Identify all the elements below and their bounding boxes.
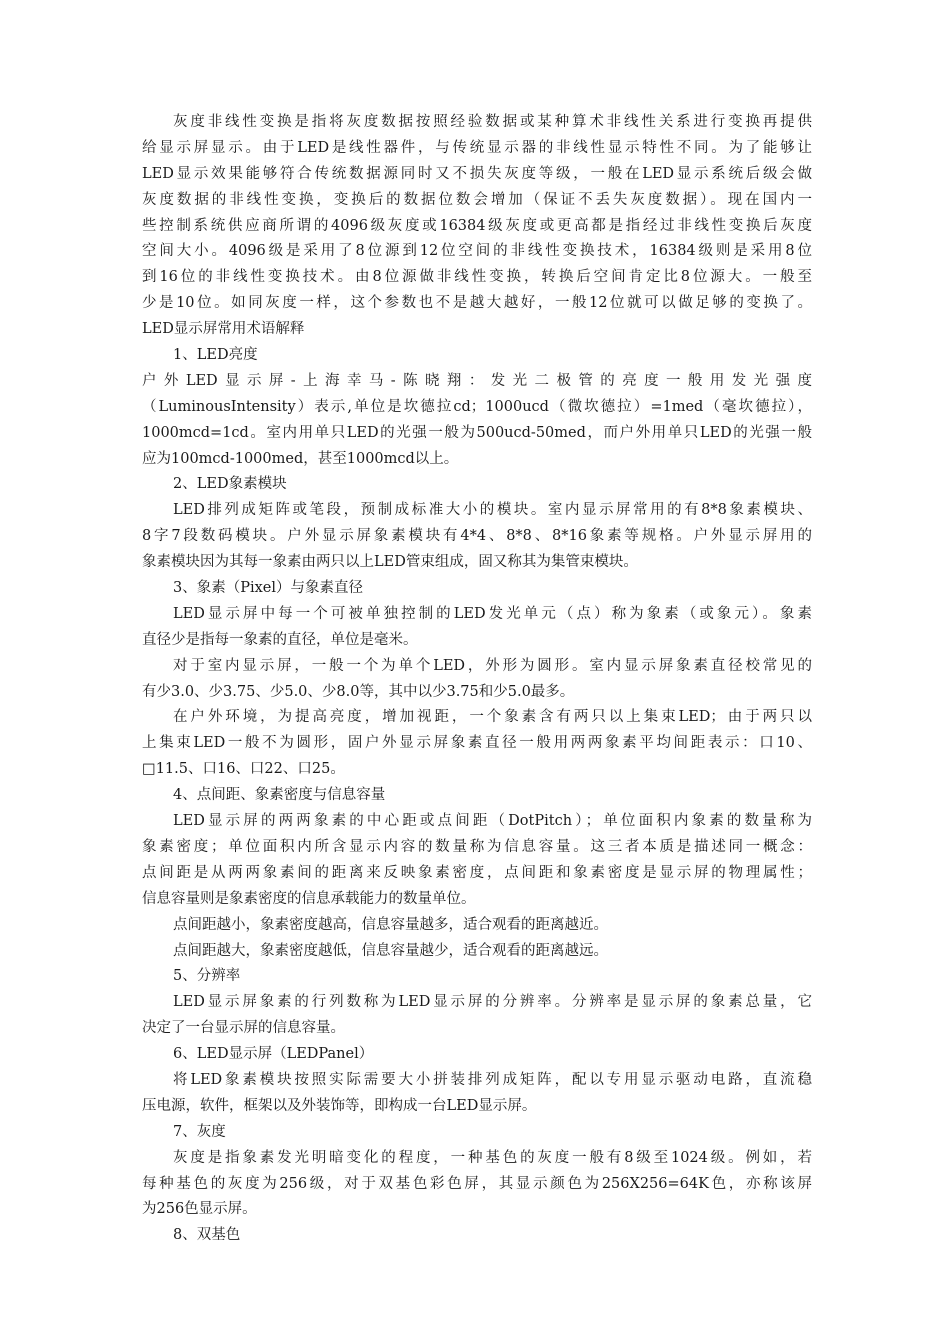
text-line: 决定了一台显示屏的信息容量。 — [142, 1020, 345, 1037]
text-line: 为256色显示屏。 — [142, 1201, 257, 1218]
text-line: 有少3.0、少3.75、少5.0、少8.0等，其中以少3.75和少5.0最多。 — [142, 683, 575, 700]
text-line: 8字7段数码模块。户外显示屏象素模块有4*4、8*8、8*16象素等规格。户外显示屏用的 — [142, 528, 812, 545]
text-line: LED显示屏的两两象素的中心距或点间距（DotPitch）；单位面积内象素的数量称为 — [173, 813, 812, 830]
text-line: 1000mcd=1cd。室内用单只LED的光强一般为500ucd-50med，而户外用单只LED的光强一般 — [142, 424, 812, 441]
text-line: 灰度数据的非线性变换，变换后的数据位数会增加（保证不丢失灰度数据）。现在国内一 — [142, 191, 812, 208]
text-line: 在户外环境，为提高亮度，增加视距，一个象素含有两只以上集束LED；由于两只以 — [173, 709, 812, 726]
text-line: 点间距是从两两象素间的距离来反映象素密度，点间距和象素密度是显示屏的物理属性； — [142, 864, 812, 881]
text-line: 到16位的非线性变换技术。由8位源做非线性变换，转换后空间肯定比8位源大。一般至 — [142, 269, 812, 286]
text-line: 每种基色的灰度为256级，对于双基色彩色屏，其显示颜色为256X256=64K色，亦称该屏 — [142, 1175, 812, 1192]
text-line: 象素密度；单位面积内所含显示内容的数量称为信息容量。这三者本质是描述同一概念： — [142, 838, 812, 855]
text-line: 些控制系统供应商所谓的4096级灰度或16384级灰度或更高都是指经过非线性变换后灰度 — [142, 217, 812, 234]
text-line: （LuminousIntensity）表示,单位是坎德拉cd；1000ucd（微坎德拉）=1med（毫坎德拉）， — [142, 398, 812, 415]
text-line: 将LED象素模块按照实际需要大小拼装排列成矩阵，配以专用显示驱动电路，直流稳 — [173, 1071, 812, 1088]
text-line: □11.5、口16、口22、口25。 — [142, 761, 345, 778]
text-line: 3、象素（Pixel）与象素直径 — [173, 580, 364, 597]
text-line: LED显示屏象素的行列数称为LED显示屏的分辨率。分辨率是显示屏的象素总量，它 — [173, 994, 812, 1011]
text-line: 灰度非线性变换是指将灰度数据按照经验数据或某种算术非线性关系进行变换再提供 — [173, 114, 812, 130]
text-line: 少是10位。如同灰度一样，这个参数也不是越大越好，一般12位就可以做足够的变换了。 — [142, 295, 812, 312]
text-line: 信息容量则是象素密度的信息承载能力的数量单位。 — [142, 890, 476, 907]
document-body — [142, 110, 812, 1249]
text-line: LED排列成矩阵或笔段，预制成标准大小的模块。室内显示屏常用的有8*8象素模块、 — [173, 502, 812, 519]
text-line: 空间大小。4096级是采用了8位源到12位空间的非线性变换技术，16384级则是采用8位 — [142, 243, 812, 260]
text-line: 2、LED象素模块 — [173, 476, 287, 493]
text-line: 应为100mcd-1000med，甚至1000mcd以上。 — [142, 450, 459, 467]
text-line: 5、分辨率 — [173, 968, 241, 985]
text-line: 6、LED显示屏（LEDPanel） — [173, 1046, 374, 1063]
text-line: 象素模块因为其每一象素由两只以上LED管束组成，固又称其为集管束模块。 — [142, 554, 638, 571]
text-line: 点间距越小，象素密度越高，信息容量越多，适合观看的距离越近。 — [173, 916, 608, 933]
text-line: 8、双基色 — [173, 1227, 241, 1244]
text-line: 4、点间距、象素密度与信息容量 — [173, 787, 386, 804]
text-line: 7、灰度 — [173, 1123, 226, 1140]
text-line: 对于室内显示屏，一般一个为单个LED，外形为圆形。室内显示屏象素直径校常见的 — [173, 657, 812, 674]
text-line: 1、LED亮度 — [173, 347, 258, 364]
text-line: LED显示效果能够符合传统数据源同时又不损失灰度等级，一般在LED显示系统后级会做 — [142, 165, 812, 182]
text-line: 上集束LED一般不为圆形，固户外显示屏象素直径一般用两两象素平均间距表示：口10、 — [142, 735, 812, 752]
text-line: 给显示屏显示。由于LED是线性器件，与传统显示器的非线性显示特性不同。为了能够让 — [142, 139, 812, 156]
text-line: LED显示屏中每一个可被单独控制的LED发光单元（点）称为象素（或象元）。象素 — [173, 605, 812, 622]
text-line: LED显示屏常用术语解释 — [142, 321, 305, 338]
text-line: 压电源，软件，框架以及外装饰等，即构成一台LED显示屏。 — [142, 1097, 537, 1114]
text-line: 灰度是指象素发光明暗变化的程度，一种基色的灰度一般有8级至1024级。例如，若 — [173, 1149, 812, 1166]
text-line: 直径少是指每一象素的直径，单位是毫米。 — [142, 631, 418, 648]
text-line: 户外LED显示屏-上海幸马-陈晓翔：发光二极管的亮度一般用发光强度 — [142, 372, 812, 389]
text-line: 点间距越大，象素密度越低，信息容量越少，适合观看的距离越远。 — [173, 942, 608, 959]
